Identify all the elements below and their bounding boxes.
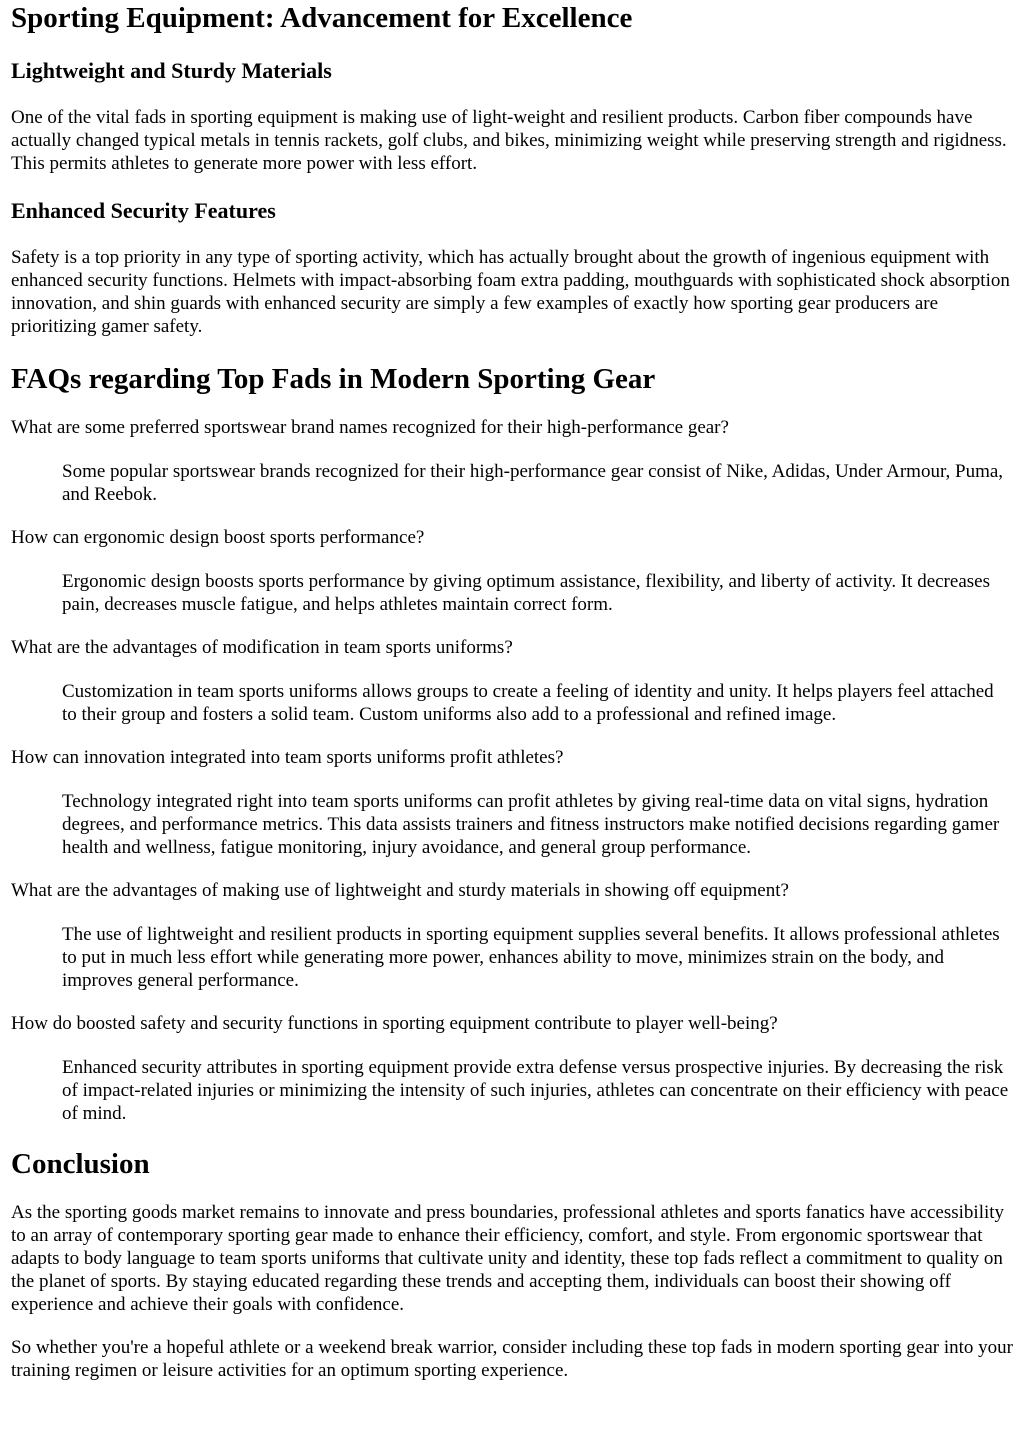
faq-answer: Customization in team sports uniforms allows groups to create a feeling of identity and unity. It helps players feel attached to their group and fosters a solid team. Custom uniforms also add to a professional and refined image. bbox=[62, 681, 994, 725]
section-body-safety: Safety is a top priority in any type of sporting activity, which has actually brought about the growth of ingenious equipment with enhanced security functions. Helmets with impact-absorbing foam extra padding, mouthguards with sophisticated shock absorption innovation, and shin guards with enhanced security are simply a few examples of exactly how sporting gear producers are prioritizing gamer safety. bbox=[11, 247, 1010, 337]
faq-answer: Ergonomic design boosts sports performance by giving optimum assistance, flexibility, and liberty of activity. It decreases pain, decreases muscle fatigue, and helps athletes maintain correct form. bbox=[62, 571, 990, 615]
faq-question: How can innovation integrated into team sports uniforms profit athletes? bbox=[11, 747, 564, 768]
conclusion-paragraph: So whether you're a hopeful athlete or a weekend break warrior, consider including these top fads in modern sporting gear into your training regimen or leisure activities for an optimum sporting experience. bbox=[11, 1337, 1013, 1381]
faq-title: FAQs regarding Top Fads in Modern Sporting Gear bbox=[11, 363, 656, 395]
section-body-materials: One of the vital fads in sporting equipment is making use of light-weight and resilient products. Carbon fiber compounds have actually changed typical metals in tennis rackets, golf clubs, and bikes, minimizing weight while preserving strength and rigidness. This permits athletes to generate more power with less effort. bbox=[11, 107, 1007, 174]
section-heading-safety: Enhanced Security Features bbox=[11, 198, 276, 223]
faq-question: What are some preferred sportswear brand names recognized for their high-performance gear? bbox=[11, 417, 729, 438]
article-page bbox=[0, 1, 1024, 1382]
faq-question: What are the advantages of modification in team sports uniforms? bbox=[11, 637, 513, 658]
conclusion-paragraph: As the sporting goods market remains to innovate and press boundaries, professional athletes and sports fanatics have accessibility to an array of contemporary sporting gear made to enhance their efficiency, comfort, and style. From ergonomic sportswear that adapts to body language to team sports uniforms that cultivate unity and identity, these top fads reflect a commitment to quality on the planet of sports. By staying educated regarding these trends and accepting them, individuals can boost their showing off experience and achieve their goals with confidence. bbox=[11, 1202, 1005, 1315]
faq-answer: Technology integrated right into team sports uniforms can profit athletes by giving real-time data on vital signs, hydration degrees, and performance metrics. This data assists trainers and fitness instructors make notified decisions regarding gamer health and wellness, fatigue monitoring, injury avoidance, and general group performance. bbox=[62, 791, 1000, 858]
faq-question: How do boosted safety and security functions in sporting equipment contribute to player well-being? bbox=[11, 1013, 778, 1034]
faq-question: What are the advantages of making use of lightweight and sturdy materials in showing off equipment? bbox=[11, 880, 789, 901]
faq-answer: Enhanced security attributes in sporting equipment provide extra defense versus prospective injuries. By decreasing the risk of impact-related injuries or minimizing the intensity of such injuries, athletes can concentrate on their efficiency with peace of mind. bbox=[62, 1057, 1009, 1124]
faq-answer: Some popular sportswear brands recognized for their high-performance gear consist of Nike, Adidas, Under Armour, Puma, and Reebok. bbox=[62, 461, 1004, 505]
section-heading-materials: Lightweight and Sturdy Materials bbox=[11, 58, 332, 83]
faq-question: How can ergonomic design boost sports performance? bbox=[11, 527, 425, 548]
article-title: Sporting Equipment: Advancement for Excellence bbox=[11, 2, 633, 34]
faq-list bbox=[11, 416, 1013, 1125]
conclusion-title: Conclusion bbox=[11, 1148, 150, 1180]
faq-answer: The use of lightweight and resilient products in sporting equipment supplies several benefits. It allows professional athletes to put in much less effort while generating more power, enhances ability to move, minimizes strain on the body, and improves general performance. bbox=[62, 924, 1000, 991]
